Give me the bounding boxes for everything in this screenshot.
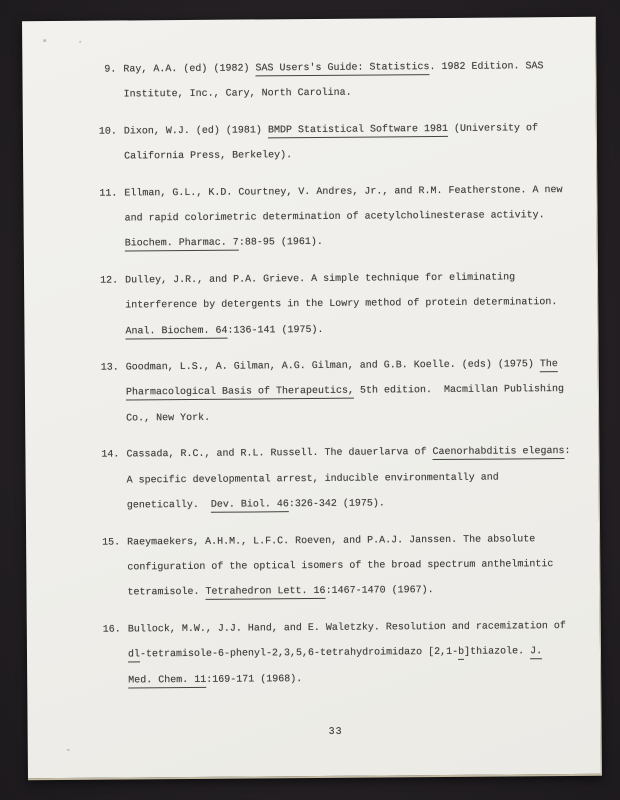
reference-line xyxy=(26,577,599,607)
scanned-document-page xyxy=(22,17,602,780)
text-segment: and rapid colorimetric determination of acetylcholinesterase activity. xyxy=(124,210,545,225)
underlined-text: The xyxy=(539,359,558,371)
page-number: 33 xyxy=(328,726,343,738)
text-segment: genetically. xyxy=(126,499,211,512)
reference-line xyxy=(23,116,596,146)
text-segment: Raeymaekers, A.H.M., L.F.C. Roeven, and P.A.J. Janssen. The absolute xyxy=(127,533,536,548)
underlined-text: dl xyxy=(127,649,141,661)
text-segment: 5th edition. Macmillan Publishing xyxy=(353,384,565,398)
text-segment: :169-171 (1968). xyxy=(206,673,303,686)
reference-line xyxy=(26,552,599,582)
text-segment: -tetramisole-6-phenyl-2,3,5,6-tetrahydroimidazo [2,1- xyxy=(139,646,459,661)
text-segment: Institute, Inc., Cary, North Carolina. xyxy=(123,88,352,101)
text-segment: Ellman, G.L., K.D. Courtney, V. Andres, Jr., and R.M. Featherstone. A new xyxy=(124,184,563,200)
text-segment: :88-95 (1961). xyxy=(238,237,323,250)
text-segment: A specific developmental arrest, inducible environmentally and xyxy=(126,472,499,487)
reference-13 xyxy=(25,352,599,433)
reference-line xyxy=(25,403,598,433)
reference-number: 12. xyxy=(100,275,119,287)
reference-line xyxy=(27,639,600,669)
reference-number: 13. xyxy=(100,362,119,374)
text-segment: Goodman, L.S., A. Gilman, A.G. Gilman, and G.B. Koelle. (eds) (1975) xyxy=(125,359,540,374)
underlined-text: SAS Users's Guide: Statistics xyxy=(255,62,430,75)
underlined-text: Tetrahedron Lett. 16 xyxy=(205,586,326,599)
underlined-text: Biochem. Pharmac. 7 xyxy=(124,238,239,250)
reference-10 xyxy=(23,116,596,171)
underlined-text: Anal. Biochem. 64 xyxy=(125,325,228,338)
reference-16 xyxy=(27,613,601,694)
text-segment: Cassada, R.C., and R.L. Russell. The dauerlarva of xyxy=(126,447,433,461)
text-segment: tetramisole. xyxy=(127,587,206,599)
reference-line xyxy=(25,439,598,469)
underlined-text: BMDP Statistical Software 1981 xyxy=(267,123,448,137)
text-segment: :136-141 (1975). xyxy=(227,324,324,337)
reference-line xyxy=(25,377,598,407)
reference-line xyxy=(27,664,600,694)
text-segment: :1467-1470 (1967). xyxy=(325,585,434,598)
reference-line xyxy=(22,54,595,84)
text-segment: : xyxy=(564,446,571,458)
reference-line xyxy=(26,490,599,520)
reference-line xyxy=(23,203,596,233)
reference-12 xyxy=(24,265,598,346)
text-segment: Bullock, M.W., J.J. Hand, and E. Waletzky. Resolution and racemization of xyxy=(127,620,566,636)
reference-line xyxy=(24,315,597,345)
text-segment: Ray, A.A. (ed) (1982) xyxy=(123,63,256,76)
text-segment: :326-342 (1975). xyxy=(288,498,385,511)
underlined-text: Pharmacological Basis of Therapeutics, xyxy=(125,386,355,399)
reference-number: 10. xyxy=(98,126,117,138)
reference-number: 14. xyxy=(101,449,120,461)
references-list xyxy=(22,54,600,705)
reference-line xyxy=(23,141,596,171)
paper-speck xyxy=(67,749,70,751)
reference-line xyxy=(23,79,596,109)
reference-number: 11. xyxy=(99,188,118,200)
text-segment: (University of xyxy=(447,123,539,135)
text-segment: interference by detergents in the Lowry method of protein determination. xyxy=(125,297,558,312)
text-segment: configuration of the optical isomers of the broad spectrum anthelmintic xyxy=(127,559,554,574)
text-segment: ]thiazole. xyxy=(464,646,531,658)
reference-9 xyxy=(22,54,595,109)
text-segment: California Press, Berkeley). xyxy=(124,150,293,163)
reference-number: 9. xyxy=(104,64,117,76)
underlined-text: Med. Chem. 11 xyxy=(128,674,207,686)
reference-14 xyxy=(25,439,599,520)
text-segment: Dulley, J.R., and P.A. Grieve. A simple technique for eliminating xyxy=(125,272,516,287)
underlined-text: J. xyxy=(530,646,543,658)
text-segment: Dixon, W.J. (ed) (1981) xyxy=(123,125,268,138)
paper-speck xyxy=(43,39,46,42)
underlined-text: Dev. Biol. 46 xyxy=(210,499,289,511)
reference-line xyxy=(24,228,597,258)
text-segment: Co., New York. xyxy=(126,412,211,425)
paper-speck xyxy=(79,41,81,43)
reference-line xyxy=(24,290,597,320)
reference-15 xyxy=(26,526,600,607)
reference-number: 16. xyxy=(102,624,121,636)
reference-number: 15. xyxy=(102,537,121,549)
text-segment: . 1982 Edition. SAS xyxy=(429,61,544,74)
underlined-text: b xyxy=(458,646,465,658)
reference-11 xyxy=(23,177,597,258)
underlined-text: Caenorhabditis elegans xyxy=(432,446,565,459)
